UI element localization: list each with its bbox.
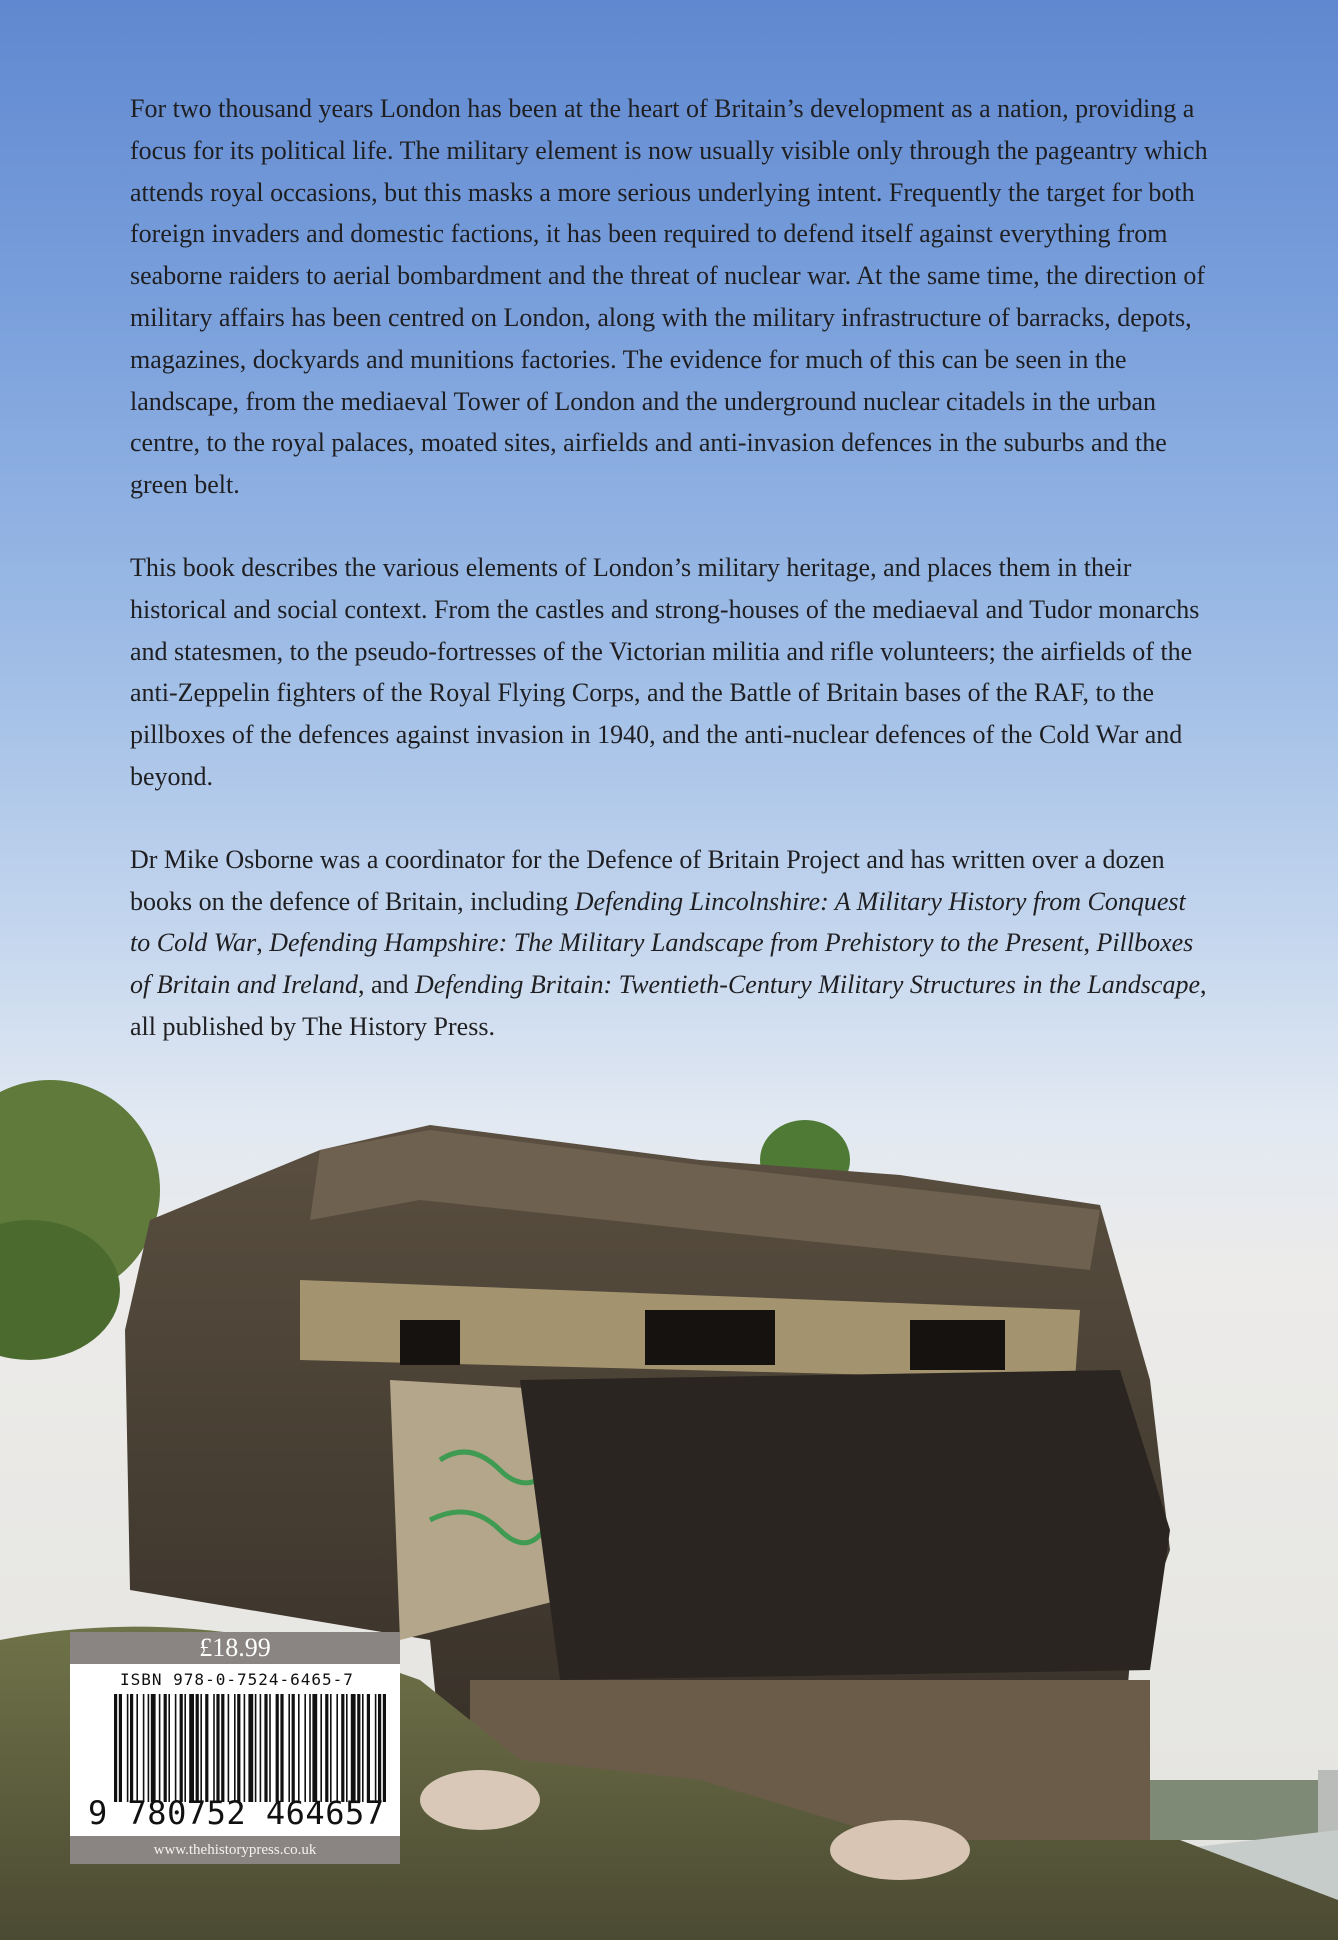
barcode-bar	[168, 1694, 170, 1802]
barcode-bar	[320, 1694, 322, 1802]
flower-cluster	[420, 1770, 540, 1830]
barcode-bar	[351, 1694, 356, 1802]
barcode-bar	[304, 1694, 306, 1802]
barcode-digits: 9 780752 464657	[88, 1794, 385, 1832]
barcode-bar	[200, 1694, 202, 1802]
author-bio-text: ,	[1083, 928, 1097, 958]
barcode-bar	[264, 1694, 267, 1802]
barcode-bar	[255, 1694, 257, 1802]
barcode-bar	[357, 1694, 360, 1802]
publisher-website: www.thehistorypress.co.uk	[70, 1836, 400, 1864]
barcode-bar	[346, 1694, 348, 1802]
barcode-bar	[143, 1694, 145, 1802]
barcode-bar	[221, 1694, 224, 1802]
embrasure	[645, 1310, 775, 1365]
embrasure	[400, 1320, 460, 1365]
distant-shore	[1150, 1780, 1338, 1840]
author-bio-text: , all published by The History Press.	[130, 970, 1207, 1041]
barcode-bar	[228, 1694, 230, 1802]
barcode-bar	[114, 1694, 117, 1802]
barcode-bar	[292, 1694, 295, 1802]
barcode-bar	[378, 1694, 381, 1802]
barcode-bar	[336, 1694, 338, 1802]
author-bio-text: , and	[357, 970, 416, 1000]
book-title: Pillboxes of Britain and Ireland	[130, 928, 1194, 1000]
price: £18.99	[70, 1632, 400, 1664]
barcode-bar	[276, 1694, 279, 1802]
barcode-bar	[367, 1694, 370, 1802]
barcode-bar	[127, 1694, 129, 1802]
barcode-bar	[325, 1694, 328, 1802]
barcode-bar	[248, 1694, 253, 1802]
barcode-bar	[184, 1694, 186, 1802]
blurb-text	[130, 88, 1210, 1089]
embrasure	[910, 1320, 1005, 1370]
barcode-bar	[288, 1694, 290, 1802]
barcode-bar	[119, 1694, 122, 1802]
barcode-bar	[216, 1694, 219, 1802]
barcode-bar	[309, 1694, 311, 1802]
barcode-bar	[362, 1694, 364, 1802]
barcode-bar	[312, 1694, 317, 1802]
book-title: Defending Britain: Twentieth-Century Military Structures in the Landscape	[415, 970, 1200, 1000]
barcode-bar	[269, 1694, 271, 1802]
barcode-bar	[237, 1694, 240, 1802]
barcode-bar	[136, 1694, 138, 1802]
isbn-label: ISBN 978-0-7524-6465-7	[120, 1670, 354, 1689]
barcode-bar	[375, 1694, 377, 1802]
barcode-bar	[205, 1694, 208, 1802]
barcode-bar	[148, 1694, 150, 1802]
barcode-bar	[280, 1694, 283, 1802]
author-bio-text: Dr Mike Osborne was a coordinator for the Defence of Britain Project and has written over a dozen books on the defence of Britain, including	[130, 844, 1165, 916]
barcode-bar	[298, 1694, 300, 1802]
barcode-panel	[70, 1632, 400, 1864]
barcode-bar	[196, 1694, 199, 1802]
barcode-graphic	[112, 1694, 390, 1802]
barcode-bar	[151, 1694, 156, 1802]
barcode-bar	[164, 1694, 167, 1802]
blurb-paragraph-1: For two thousand years London has been at the heart of Britain’s development as a nation, providing a focus for its political life. The military element is now usually visible only through the pageantry which attends royal occasions, but this masks a more serious underlying intent. Frequently the target for both foreign invaders and domestic factions, it has been required to defend itself against everything from seaborne raiders to aerial bombardment and the threat of nuclear war. At the same time, the direction of military affairs has been centred on London, along with the military infrastructure of barracks, depots, magazines, dockyards and munitions factories. The evidence for much of this can be seen in the landscape, from the mediaeval Tower of London and the underground nuclear citadels in the urban centre, to the royal palaces, moated sites, airfields and anti-invasion defences in the suburbs and the green belt.	[130, 94, 1208, 500]
barcode-bar	[180, 1694, 183, 1802]
barcode-bar	[175, 1694, 177, 1802]
barcode-box	[70, 1664, 400, 1836]
barcode-bar	[130, 1694, 133, 1802]
barcode-bar	[189, 1694, 194, 1802]
barcode-bar	[341, 1694, 344, 1802]
barcode-bar	[159, 1694, 161, 1802]
barcode-bars	[112, 1694, 390, 1802]
book-title: Defending Hampshire: The Military Landscape from Prehistory to the Present	[269, 928, 1084, 958]
barcode-bar	[234, 1694, 236, 1802]
barcode-bar	[330, 1694, 332, 1802]
author-bio-text: ,	[256, 928, 270, 958]
barcode-bar	[260, 1694, 262, 1802]
barcode-bar	[244, 1694, 246, 1802]
pillbox-front	[520, 1370, 1170, 1680]
author-bio	[130, 839, 1210, 1048]
flower-cluster	[830, 1820, 970, 1880]
barcode-bar	[383, 1694, 386, 1802]
barcode-bar	[213, 1694, 215, 1802]
blurb-paragraph-2: This book describes the various elements of London’s military heritage, and places them in their historical and social context. From the castles and strong-houses of the mediaeval and Tudor monarchs and statesmen, to the pseudo-fortresses of the Victorian militia and rifle volunteers; the airfields of the anti-Zeppelin fighters of the Royal Flying Corps, and the Battle of Britain bases of the RAF, to the pillboxes of the defences against invasion in 1940, and the anti-nuclear defences of the Cold War and beyond.	[130, 552, 1200, 791]
book-title: Defending Lincolnshire: A Military History from Conquest to Cold War	[130, 886, 1186, 958]
